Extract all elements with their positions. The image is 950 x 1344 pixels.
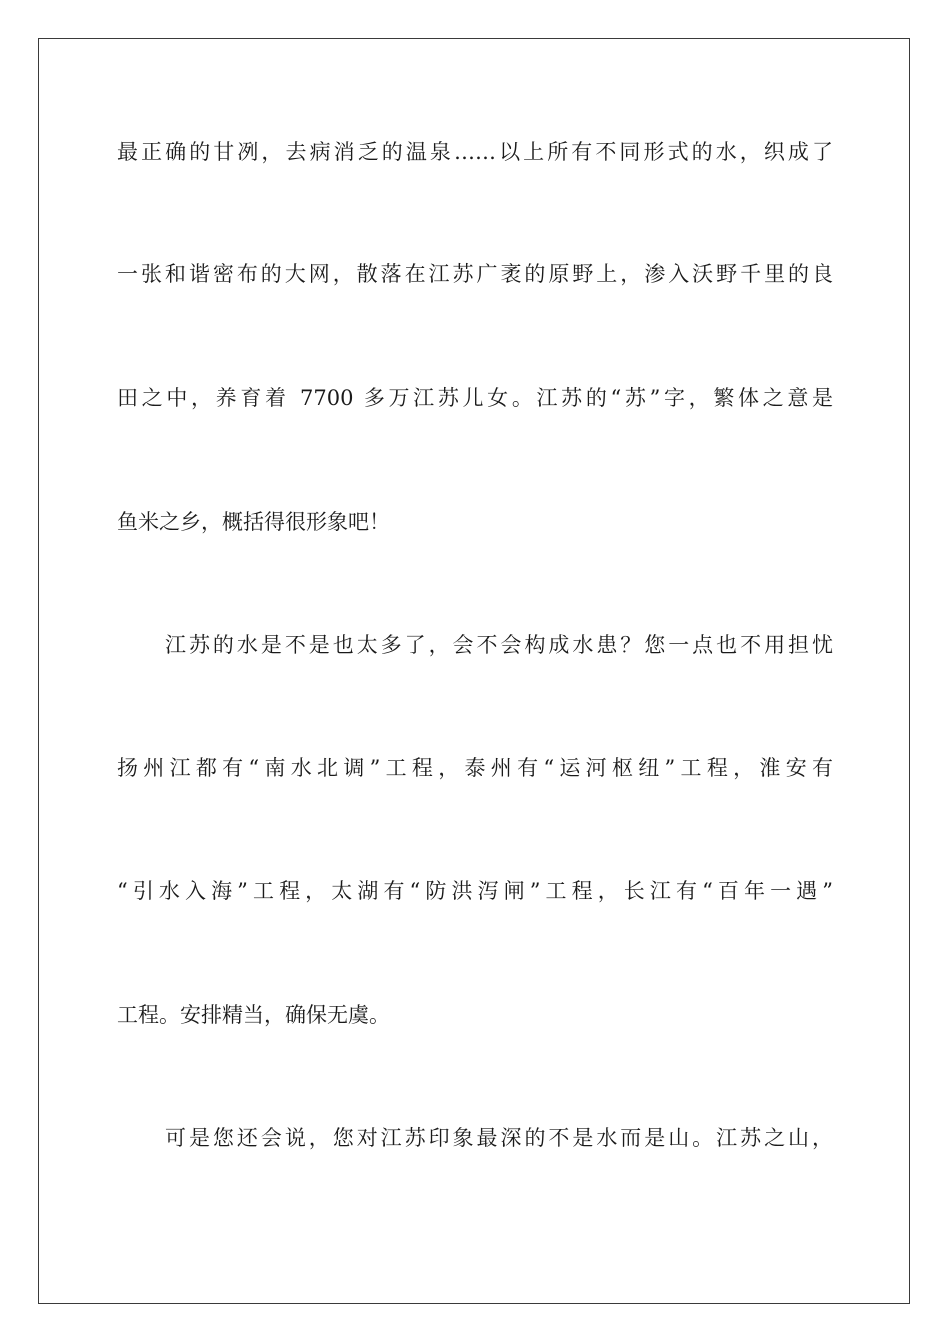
paragraph-line-8: 工程。安排精当，确保无虞。 xyxy=(117,1003,390,1027)
paragraph-line-1: 最正确的甘冽，去病消乏的温泉……以上所有不同形式的水，织成了 xyxy=(117,140,833,164)
paragraph-line-2: 一张和谐密布的大网，散落在江苏广袤的原野上，渗入沃野千里的良 xyxy=(117,262,833,286)
paragraph-line-4: 鱼米之乡，概括得很形象吧！ xyxy=(117,510,390,534)
paragraph-line-7: “引水入海”工程，太湖有“防洪泻闸”工程，长江有“百年一遇” xyxy=(117,879,833,903)
paragraph-line-5: 江苏的水是不是也太多了，会不会构成水患？您一点也不用担忧 xyxy=(165,633,833,657)
paragraph-line-9: 可是您还会说，您对江苏印象最深的不是水而是山。江苏之山， xyxy=(165,1126,833,1150)
paragraph-line-3: 田之中，养育着 7700 多万江苏儿女。江苏的“苏”字，繁体之意是 xyxy=(117,386,833,410)
page-border xyxy=(38,38,910,1304)
paragraph-line-6: 扬州江都有“南水北调”工程，泰州有“运河枢纽”工程，淮安有 xyxy=(117,756,833,780)
